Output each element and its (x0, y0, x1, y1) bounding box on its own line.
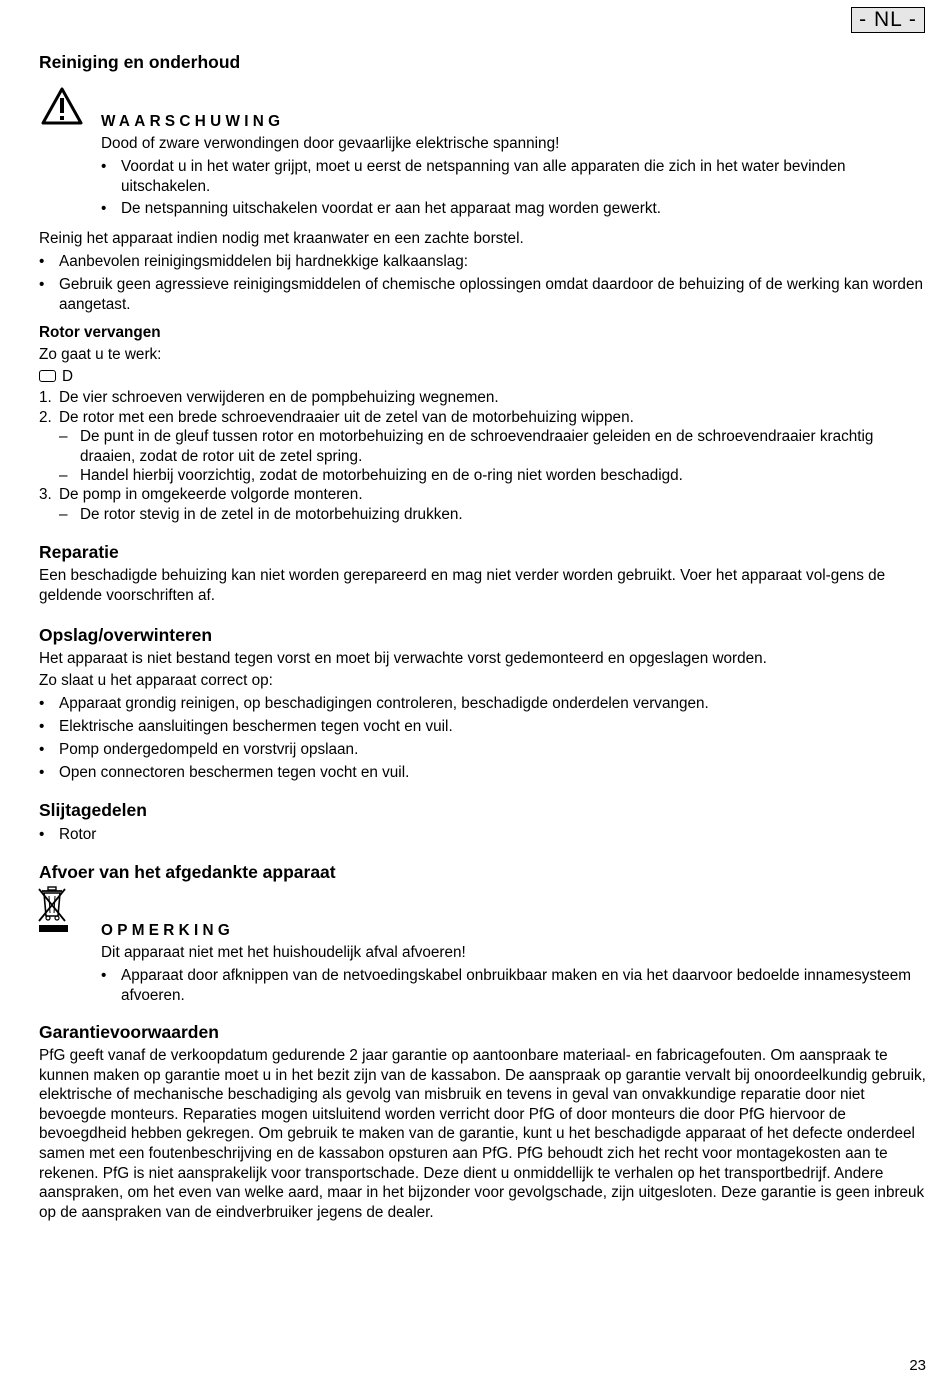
storage-bullet-text: Pomp ondergedompeld en vorstvrij opslaan. (59, 741, 359, 758)
storage-text: Zo slaat u het apparaat correct op: (39, 672, 273, 689)
warning-triangle-icon (40, 86, 84, 126)
warranty-text: PfG geeft vanaf de verkoopdatum gedurende 2 jaar garantie op aantoonbare materiaal- en fabricagefouten. Om aanspraak te kunnen maken op garantie moet u in het bezit zijn van de kassabon. De aanspraak op garantie vervalt bij onoordeelkundig gebruik, elektrische of mechanische beschadiging als gevolg van misbruik en tevens in geval van onvakkundige reparatie door niet bevoegde monteurs. Reparaties mogen uitsluitend worden verricht door PfG of door monteurs die door PfG hiervoor de bevoegdheid hebben gekregen. Om gebruik te maken van de garantie, kunt u het beschadigde apparaat of het defecte onderdeel samen met een foutenbeschrijving en de kassabon opsturen aan PfG. PfG behoudt zich het recht voor montagekosten aan te rekenen. PfG is niet aansprakelijk voor transportschade. Deze dient u onmiddellijk te verhalen op het transportbedrijf. Andere aanspraken, om het even van welke aard, maar in het bijzonder voor gevolgschade, zijn uitgesloten. Deze garantie is geen inbreuk op de aanspraken van de eindverbruiker jegens de dealer. (39, 1047, 926, 1221)
storage-bullet-text: Open connectoren beschermen tegen vocht en vuil. (59, 764, 410, 781)
warning-bullet-text: De netspanning uitschakelen voordat er aan het apparaat mag worden gewerkt. (121, 200, 661, 217)
dash-mark: – (59, 428, 68, 445)
step-number: 3. (39, 486, 52, 503)
crossed-bin-icon (38, 886, 70, 936)
step-text: De pomp in omgekeerde volgorde monteren. (59, 486, 363, 503)
section-title-repair: Reparatie (39, 542, 119, 562)
storage-bullet (39, 740, 928, 760)
note-bullet-text: Apparaat door afknippen van de netvoedingskabel onbruikbaar maken en via het daarvoor bedoelde innamesysteem afvoeren. (121, 967, 912, 1004)
sub-step-text: De punt in de gleuf tussen rotor en motorbehuizing en de schroevendraaier geleiden en de schroevendraaier krachtig draaien, zodat de rotor uit de zetel spring. (80, 428, 874, 465)
bullet-dot: • (39, 253, 45, 270)
storage-bullet (39, 717, 928, 737)
figure-icon (39, 370, 56, 382)
sub-step-item (59, 505, 928, 525)
cleaning-bullet (39, 275, 928, 314)
note-label: OPMERKING (101, 922, 235, 939)
storage-bullet-text: Apparaat grondig reinigen, op beschadigingen controleren, beschadigde onderdelen vervangen. (59, 695, 709, 712)
sub-step-text: De rotor stevig in de zetel in de motorbehuizing drukken. (80, 506, 463, 523)
bullet-dot: • (39, 695, 45, 712)
rotor-intro: Zo gaat u te werk: (39, 346, 162, 363)
bullet-dot: • (39, 764, 45, 781)
bullet-dot: • (39, 718, 45, 735)
step-item (39, 485, 928, 505)
sub-step-text: Handel hierbij voorzichtig, zodat de motorbehuizing en de o-ring niet worden beschadigd. (80, 467, 683, 484)
page-number: 23 (909, 1357, 926, 1374)
language-tag: - NL - (851, 7, 925, 33)
storage-bullet-text: Elektrische aansluitingen beschermen tegen vocht en vuil. (59, 718, 453, 735)
warning-text: Dood of zware verwondingen door gevaarlijke elektrische spanning! (101, 135, 560, 152)
dash-mark: – (59, 506, 68, 523)
storage-bullet (39, 694, 928, 714)
cleaning-intro: Reinig het apparaat indien nodig met kraanwater en een zachte borstel. (39, 230, 524, 247)
warning-bullet-text: Voordat u in het water grijpt, moet u eerst de netspanning van alle apparaten die zich in het water bevinden uitschakelen. (121, 158, 846, 195)
sub-step-item (59, 427, 928, 466)
step-item (39, 408, 928, 428)
section-title-rotor: Rotor vervangen (39, 324, 161, 341)
warning-label: WAARSCHUWING (101, 113, 285, 130)
step-number: 1. (39, 389, 52, 406)
section-title-cleaning: Reiniging en onderhoud (39, 52, 241, 72)
bullet-dot: • (39, 276, 45, 293)
wear-parts-bullet (39, 825, 928, 845)
warning-bullet (101, 157, 928, 196)
warning-bullet (101, 199, 928, 219)
sub-step-item (59, 466, 928, 486)
step-item (39, 388, 928, 408)
note-bullet (101, 966, 928, 1005)
storage-text: Het apparaat is niet bestand tegen vorst en moet bij verwachte vorst gedemonteerd en opgeslagen worden. (39, 650, 767, 667)
cleaning-bullet-text: Gebruik geen agressieve reinigingsmiddelen of chemische oplossingen omdat daardoor de behuizing of de werking kan worden aangetast. (59, 276, 923, 313)
section-title-disposal: Afvoer van het afgedankte apparaat (39, 862, 336, 882)
bullet-dot: • (39, 741, 45, 758)
dash-mark: – (59, 467, 68, 484)
wear-parts-bullet-text: Rotor (59, 826, 97, 843)
figure-reference (39, 367, 928, 387)
step-text: De rotor met een brede schroevendraaier uit de zetel van de motorbehuizing wippen. (59, 409, 634, 426)
step-number: 2. (39, 409, 52, 426)
cleaning-bullet-text: Aanbevolen reinigingsmiddelen bij hardnekkige kalkaanslag: (59, 253, 469, 270)
repair-text: Een beschadigde behuizing kan niet worden gerepareerd en mag niet verder worden gebruikt. Voer het apparaat vol-gens de geldende voorschriften af. (39, 567, 886, 604)
storage-bullet (39, 763, 928, 783)
figure-letter: D (62, 368, 74, 385)
bullet-dot: • (39, 826, 45, 843)
section-title-storage: Opslag/overwinteren (39, 625, 213, 645)
note-text: Dit apparaat niet met het huishoudelijk afval afvoeren! (101, 944, 466, 961)
section-title-wear-parts: Slijtagedelen (39, 800, 147, 820)
bullet-dot: • (101, 158, 107, 175)
section-title-warranty: Garantievoorwaarden (39, 1022, 219, 1042)
cleaning-bullet (39, 252, 928, 272)
bullet-dot: • (101, 967, 107, 984)
step-text: De vier schroeven verwijderen en de pompbehuizing wegnemen. (59, 389, 499, 406)
bullet-dot: • (101, 200, 107, 217)
